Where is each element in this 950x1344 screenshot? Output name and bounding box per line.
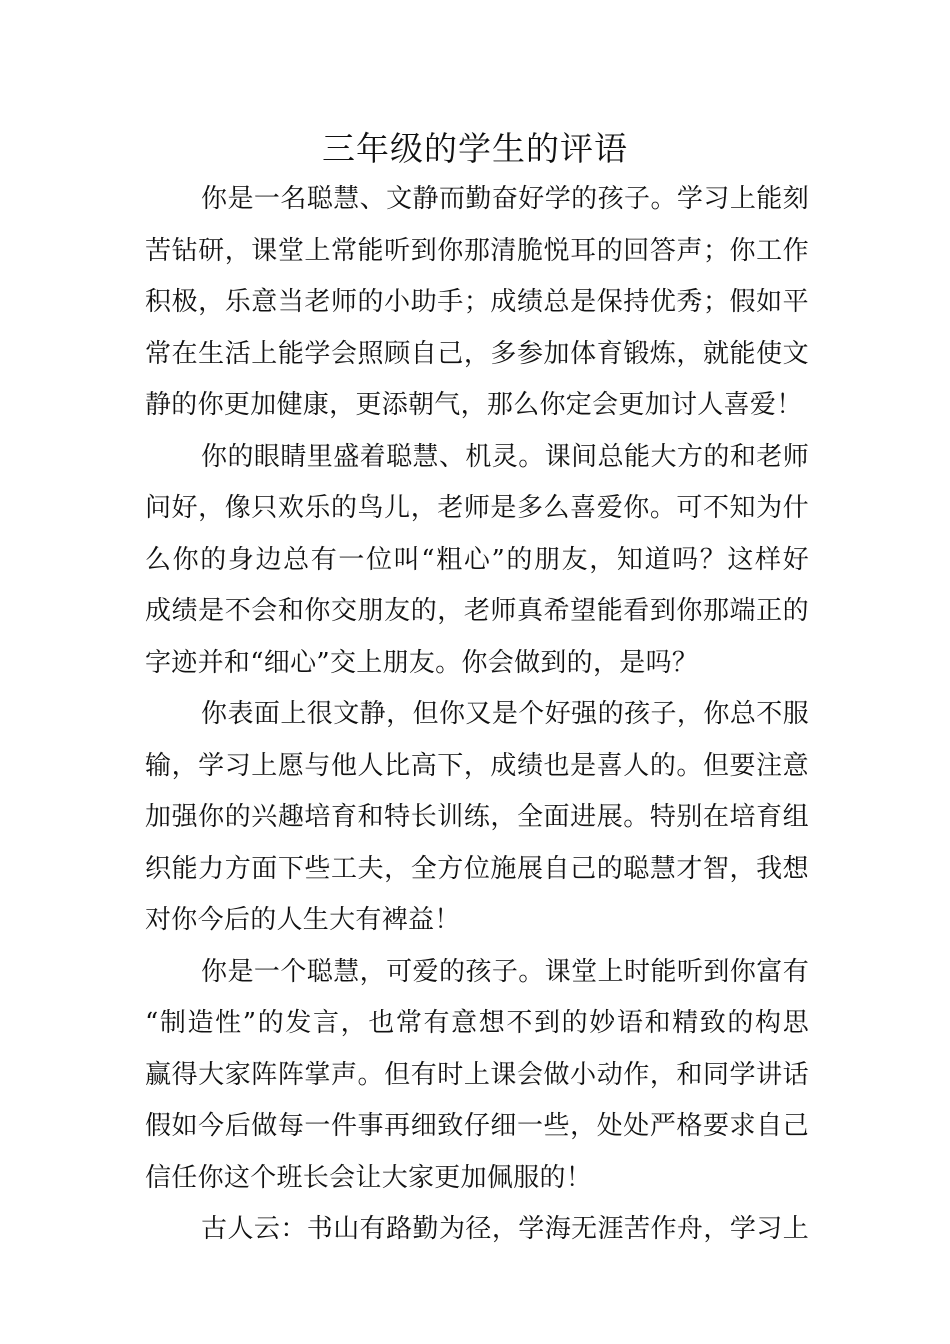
- paragraph-2-line-1: 你的眼睛里盛着聪慧、机灵。课间总能大方的和老师: [201, 441, 809, 472]
- paragraph-1-line-3: 积极，乐意当老师的小助手；成绩总是保持优秀；假如平: [145, 287, 809, 317]
- document-body: [145, 174, 809, 1256]
- paragraph-2-line-4: 成绩是不会和你交朋友的，老师真希望能看到你那端正的: [145, 596, 809, 626]
- paragraph-3-line-5: 对你今后的人生大有裨益！: [145, 905, 461, 935]
- paragraph-1-line-1: 你是一名聪慧、文静而勤奋好学的孩子。学习上能刻: [201, 184, 809, 214]
- document-title: 三年级的学生的评语: [322, 129, 628, 168]
- paragraph-4-line-2: “制造性”的发言，也常有意想不到的妙语和精致的构思: [145, 1008, 809, 1038]
- paragraph-3-line-4: 织能力方面下些工夫，全方位施展自己的聪慧才智，我想: [145, 853, 809, 884]
- paragraph-4-line-5: 信任你这个班长会让大家更加佩服的！: [145, 1162, 593, 1193]
- paragraph-4-line-4: 假如今后做每一件事再细致仔细一些，处处严格要求自己: [145, 1111, 809, 1141]
- paragraph-3-line-2: 输，学习上愿与他人比高下，成绩也是喜人的。但要注意: [145, 750, 809, 781]
- paragraph-4-line-1: 你是一个聪慧，可爱的孩子。课堂上时能听到你富有: [201, 956, 809, 987]
- paragraph-1-line-5: 静的你更加健康，更添朝气，那么你定会更加讨人喜爱！: [145, 390, 803, 420]
- paragraph-3-line-3: 加强你的兴趣培育和特长训练，全面进展。特别在培育组: [145, 802, 809, 832]
- paragraph-4-line-3: 赢得大家阵阵掌声。但有时上课会做小动作，和同学讲话: [145, 1059, 809, 1090]
- paragraph-2-line-5: 字迹并和“细心”交上朋友。你会做到的，是吗？: [145, 647, 699, 678]
- paragraph-3-line-1: 你表面上很文静，但你又是个好强的孩子，你总不服: [201, 699, 809, 729]
- paragraph-1-line-4: 常在生活上能学会照顾自己，多参加体育锻炼，就能使文: [145, 338, 809, 369]
- paragraph-5-line-1: 古人云：书山有路勤为径，学海无涯苦作舟，学习上: [201, 1214, 809, 1244]
- paragraph-1-line-2: 苦钻研，课堂上常能听到你那清脆悦耳的回答声；你工作: [145, 235, 809, 266]
- paragraph-2-line-3: 么你的身边总有一位叫“粗心”的朋友，知道吗？这样好: [145, 544, 809, 575]
- paragraph-2-line-2: 问好，像只欢乐的鸟儿，老师是多么喜爱你。可不知为什: [145, 493, 809, 523]
